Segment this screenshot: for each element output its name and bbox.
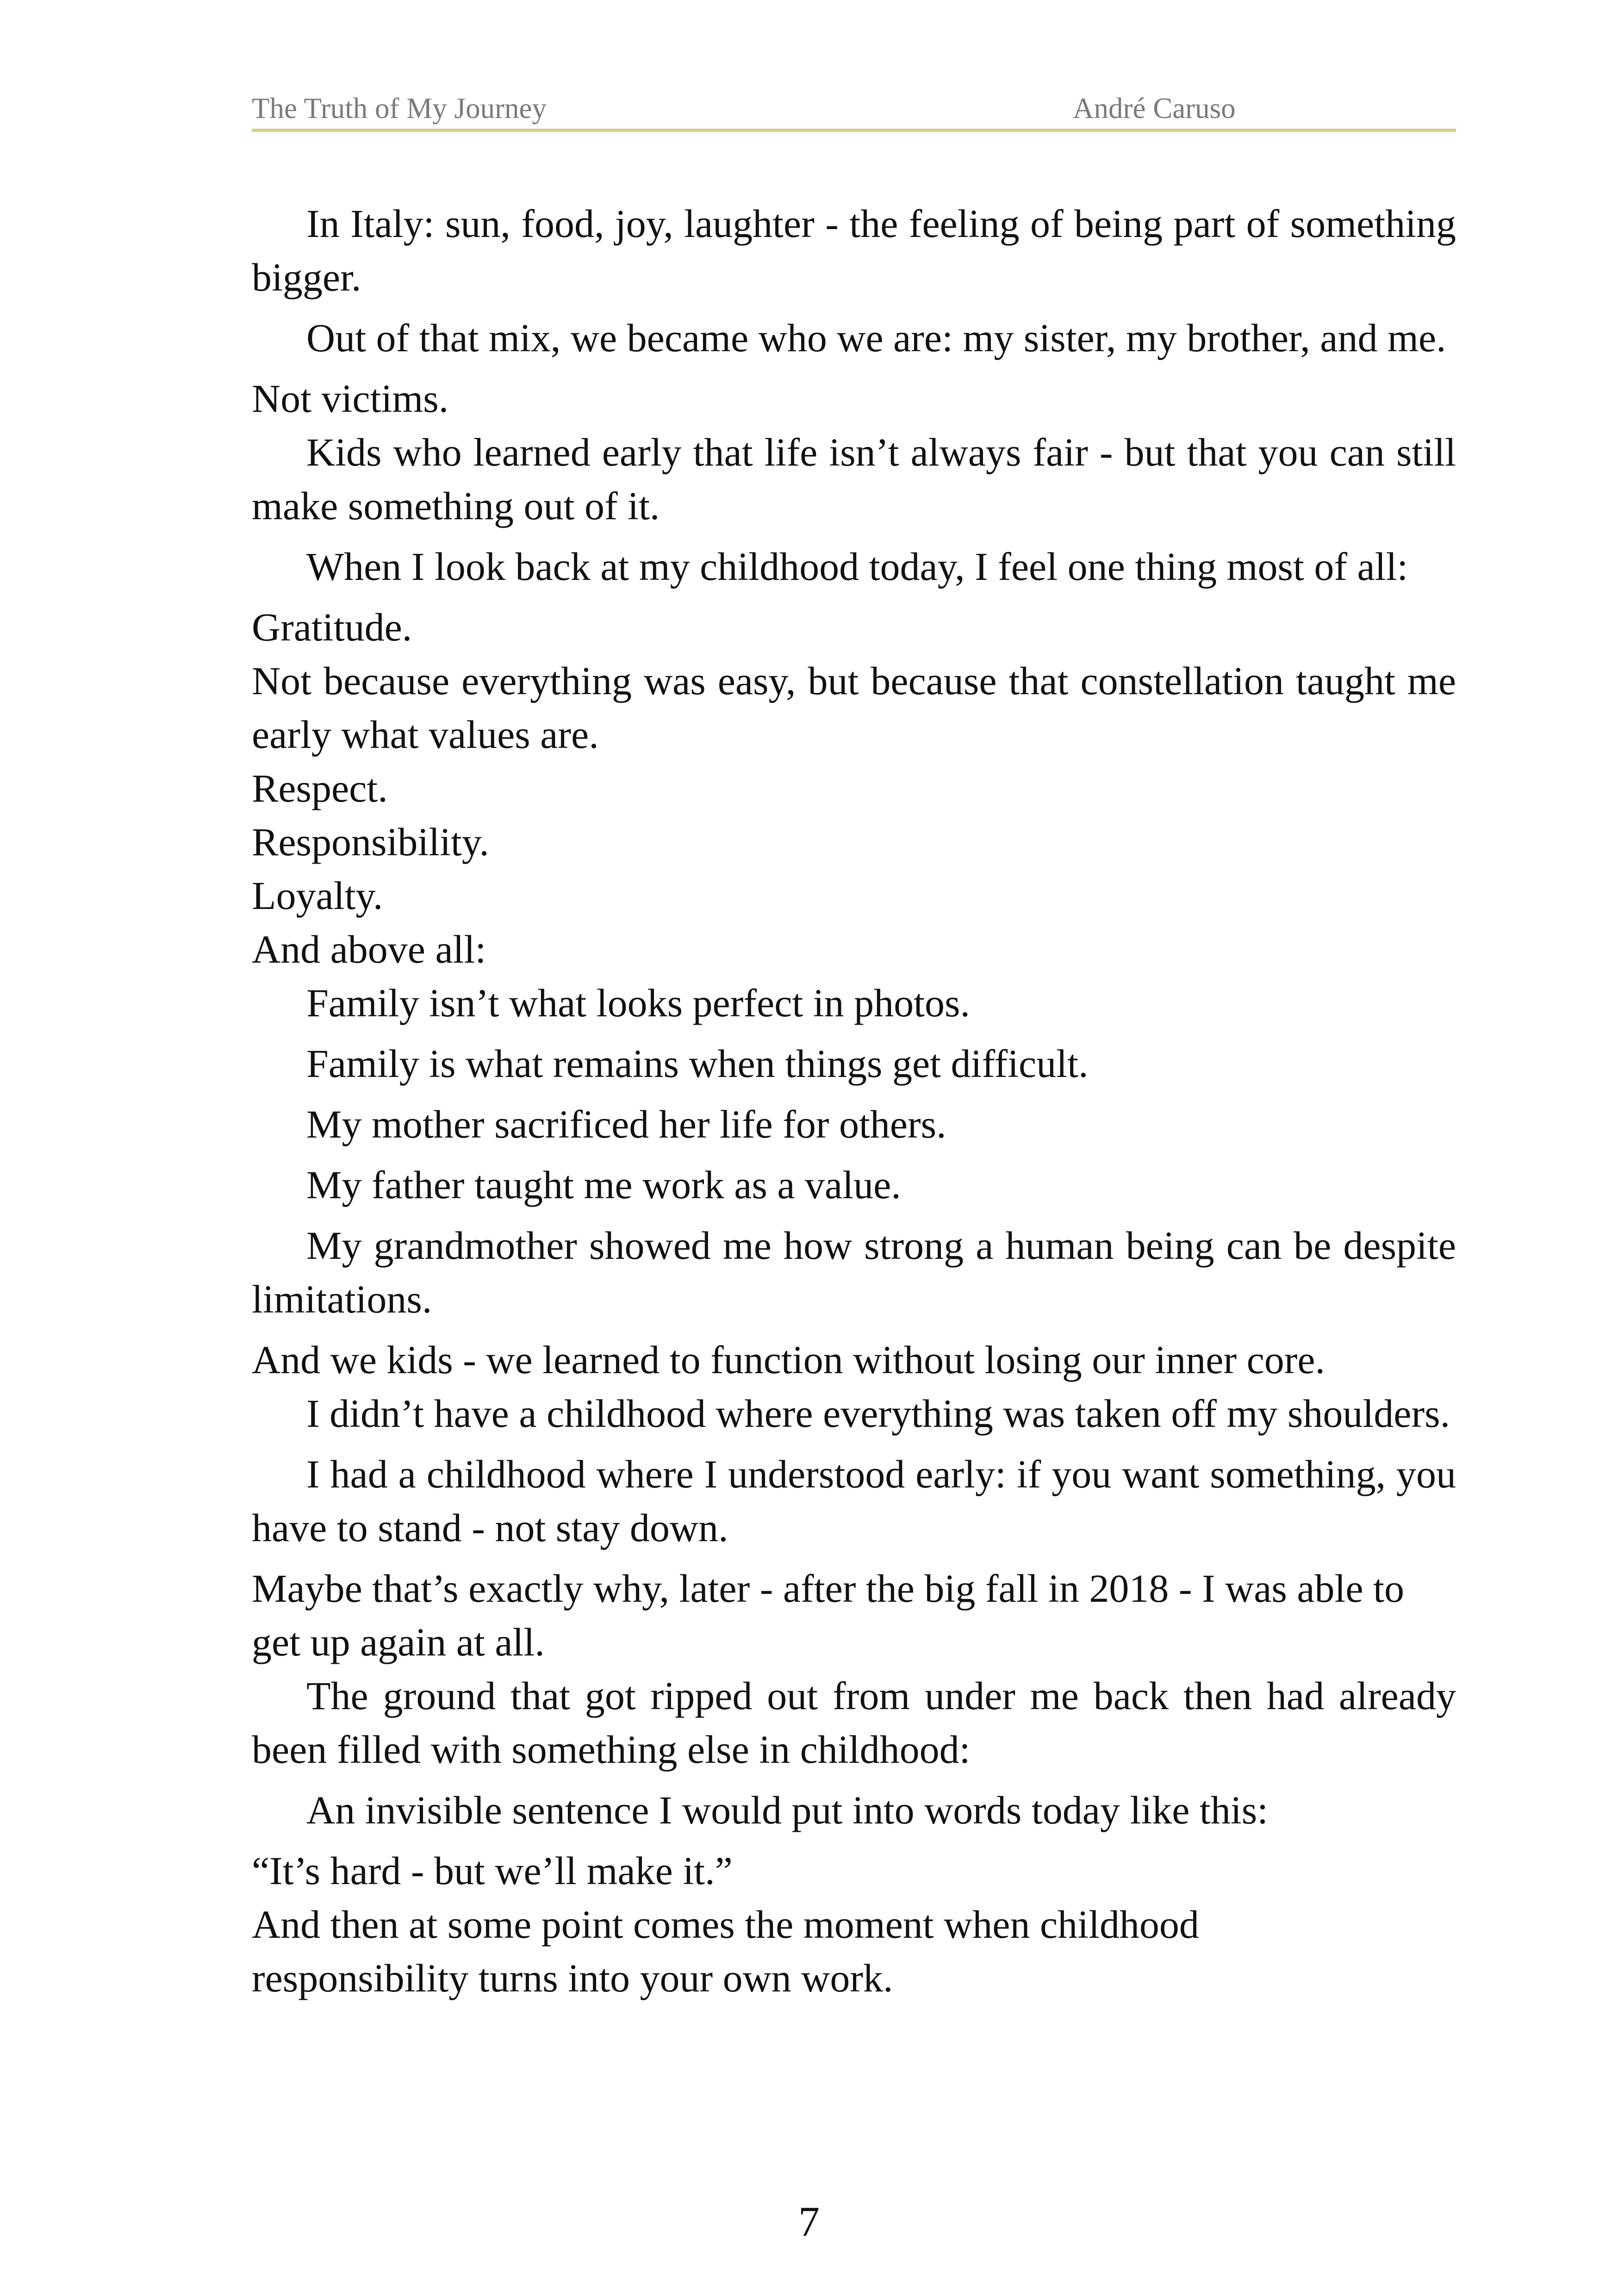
- paragraph: Respect.: [252, 766, 388, 810]
- running-header: [252, 88, 1456, 132]
- paragraph: Gratitude.: [252, 605, 412, 649]
- book-title: The Truth of My Journey: [252, 92, 547, 124]
- author-name: André Caruso: [1073, 92, 1236, 124]
- paragraph: “It’s hard - but we’ll make it.”: [252, 1848, 733, 1893]
- paragraph: I had a childhood where I understood early: if you want something, you have to stand - not stay down.: [252, 1452, 1456, 1550]
- paragraph: responsibility turns into your own work.: [252, 1956, 893, 2000]
- paragraph: Out of that mix, we became who we are: my sister, my brother, and me.: [306, 316, 1446, 360]
- paragraph: And above all:: [252, 927, 486, 971]
- page-number: 7: [798, 2198, 820, 2245]
- paragraph: Not victims.: [252, 376, 449, 421]
- paragraph: The ground that got ripped out from under me back then had already been filled with something else in childhood:: [252, 1674, 1456, 1772]
- paragraph: In Italy: sun, food, joy, laughter - the feeling of being part of something bigger.: [252, 201, 1456, 299]
- paragraph: Family isn’t what looks perfect in photos.: [306, 981, 970, 1025]
- paragraph: Loyalty.: [252, 873, 383, 918]
- paragraph: Kids who learned early that life isn’t always fair - but that you can still make something out of it.: [252, 430, 1456, 528]
- page-body: [252, 197, 1456, 2005]
- paragraph: And then at some point comes the moment when childhood: [252, 1902, 1199, 1947]
- paragraph: My mother sacrificed her life for others.: [306, 1102, 946, 1146]
- paragraph: Responsibility.: [252, 820, 489, 864]
- paragraph: Maybe that’s exactly why, later - after the big fall in 2018 - I was able to get up again at all.: [252, 1566, 1404, 1664]
- paragraph: My grandmother showed me how strong a human being can be despite limitations.: [252, 1223, 1456, 1321]
- paragraph: Family is what remains when things get difficult.: [306, 1041, 1089, 1086]
- paragraph: An invisible sentence I would put into words today like this:: [306, 1788, 1269, 1832]
- paragraph: And we kids - we learned to function without losing our inner core.: [252, 1338, 1326, 1382]
- paragraph: I didn’t have a childhood where everything was taken off my shoulders.: [306, 1391, 1450, 1436]
- paragraph: Not because everything was easy, but because that constellation taught me early what values are.: [252, 659, 1456, 757]
- paragraph: When I look back at my childhood today, I feel one thing most of all:: [306, 544, 1408, 589]
- paragraph: My father taught me work as a value.: [306, 1163, 901, 1207]
